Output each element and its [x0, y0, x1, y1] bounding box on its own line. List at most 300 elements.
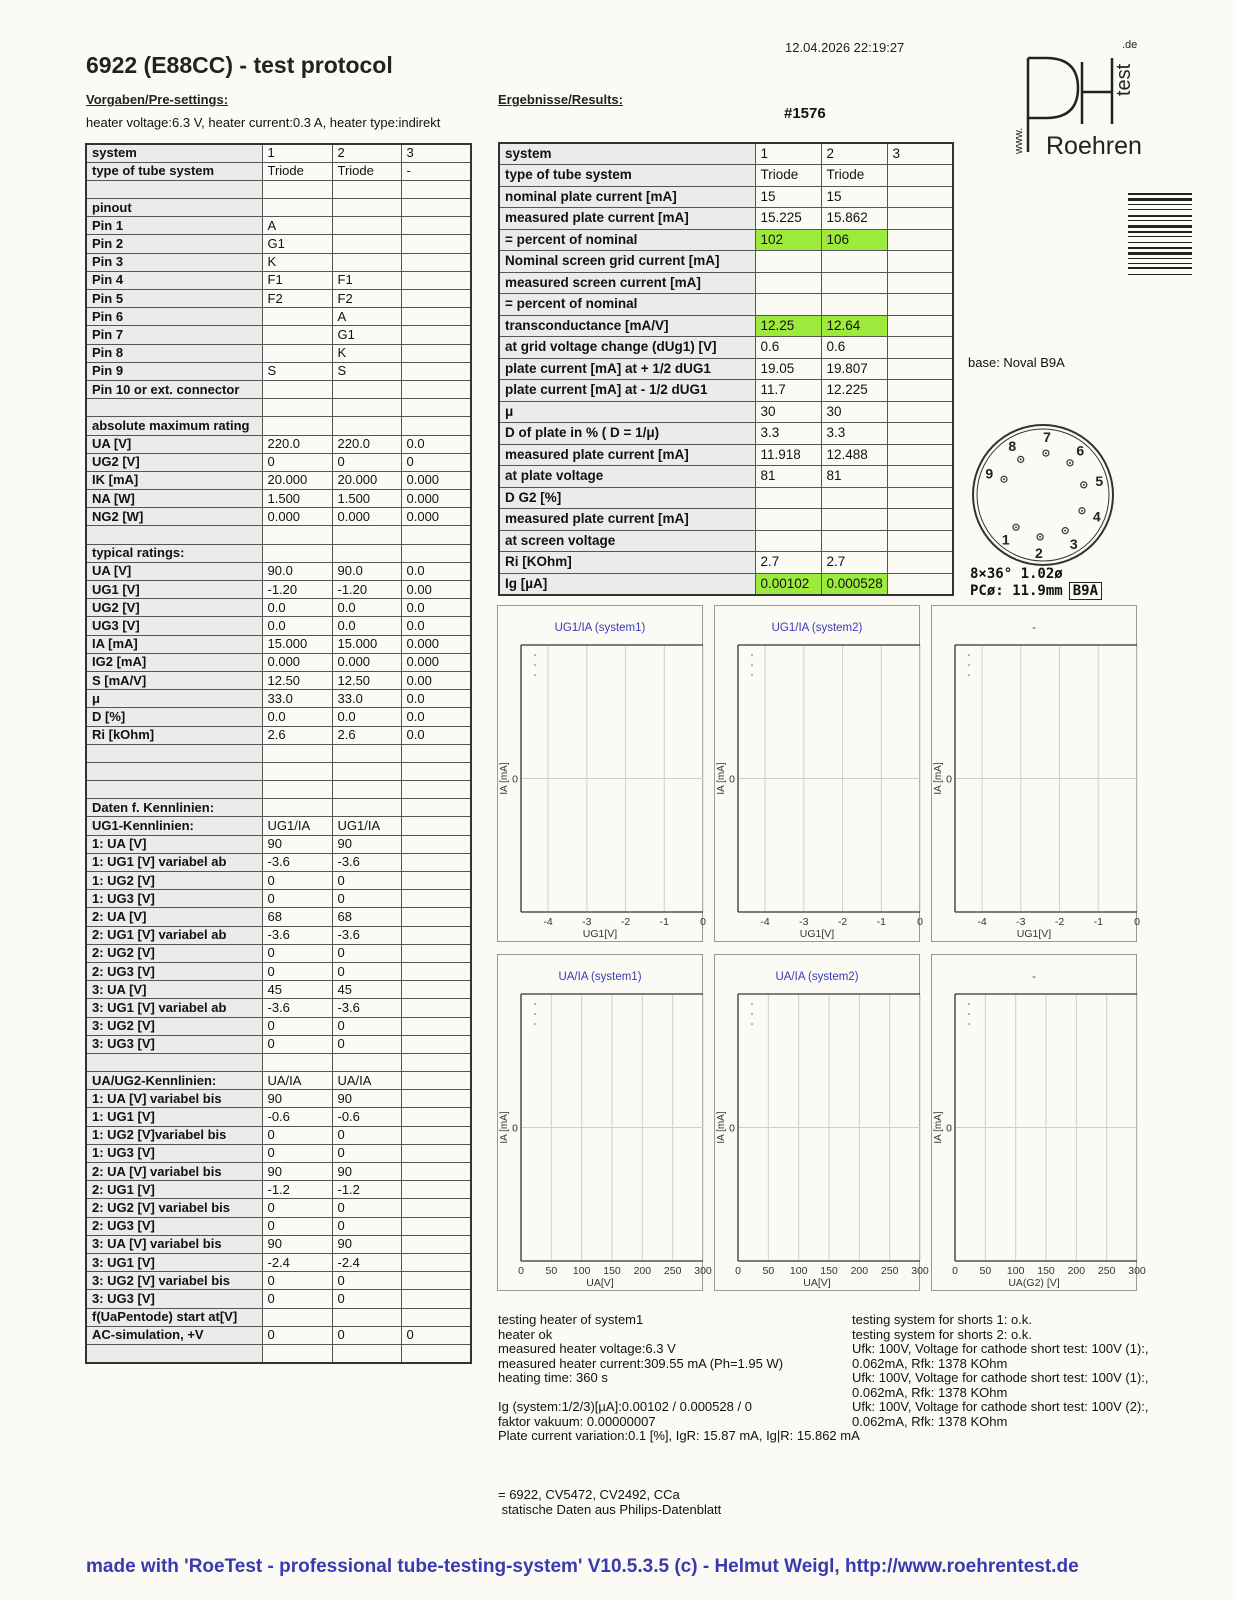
left_table-value-cell: - [401, 162, 471, 180]
page-title: 6922 (E88CC) - test protocol [86, 52, 393, 78]
left_table-value-cell: -3.6 [262, 999, 332, 1017]
left_table-row [86, 1072, 471, 1090]
results_table-value-cell: 15 [821, 186, 887, 208]
left_table-label-cell: 2: UG2 [V] variabel bis [86, 1199, 262, 1217]
left_table-value-cell: 0 [332, 1035, 401, 1053]
left_table-value-cell: 90 [262, 835, 332, 853]
left_table-value-cell: 0 [262, 944, 332, 962]
left_table-value-cell [401, 1308, 471, 1326]
left_table-label-cell: Pin 5 [86, 290, 262, 308]
chart-ua-ig2-ia-system3 [931, 954, 1146, 1291]
left_table-label-cell: μ [86, 690, 262, 708]
left_table-label-cell: 1: UG2 [V] [86, 872, 262, 890]
left_table-label-cell: 1: UG1 [V] [86, 1108, 262, 1126]
left_table-value-cell: F1 [262, 271, 332, 289]
left_table-value-cell [332, 235, 401, 253]
results_table-row [499, 487, 953, 509]
results_table-value-cell [887, 165, 953, 187]
left_table-label-cell: system [86, 144, 262, 162]
left_table-value-cell: 1 [262, 144, 332, 162]
left_table-value-cell [262, 380, 332, 398]
left_table-value-cell: 0.000 [262, 508, 332, 526]
barcode-bar [1128, 225, 1192, 228]
left_table-row [86, 999, 471, 1017]
timestamp: 12.04.2026 22:19:27 [785, 40, 905, 55]
results_table-value-cell: 12.25 [755, 315, 821, 337]
left_table-value-cell: 90 [332, 835, 401, 853]
left_table-row [86, 1326, 471, 1344]
base-info-line2: PCø: 11.9mm [970, 583, 1063, 599]
left_table-value-cell [332, 417, 401, 435]
left_table-label-cell: 3: UG1 [V] variabel ab [86, 999, 262, 1017]
results-table [498, 142, 954, 596]
serial-number: #1576 [784, 105, 826, 122]
left_table-label-cell: UG1 [V] [86, 581, 262, 599]
left_table-value-cell [401, 944, 471, 962]
roehrentest-logo [1006, 32, 1146, 162]
results_table-value-cell [821, 509, 887, 531]
left_table-label-cell: 2: UA [V] [86, 908, 262, 926]
left_table-row [86, 526, 471, 544]
left_table-value-cell: -0.6 [262, 1108, 332, 1126]
left_table-value-cell: 68 [262, 908, 332, 926]
chart-xlabel: UG1[V] [582, 928, 618, 940]
results_table-value-cell: 19.05 [755, 358, 821, 380]
chart-ug1-ia-system3 [931, 605, 1140, 942]
results_table-label-cell: plate current [mA] at - 1/2 dUG1 [499, 380, 755, 402]
results_table-value-cell [755, 530, 821, 552]
heater-test-notes [498, 1313, 860, 1444]
left_table-label-cell: f(UaPentode) start at[V] [86, 1308, 262, 1326]
results_table-label-cell: Ri [KOhm] [499, 552, 755, 574]
left_table-value-cell [401, 962, 471, 980]
results_table-value-cell: 11.918 [755, 444, 821, 466]
left_table-value-cell [401, 817, 471, 835]
results_table-value-cell: 102 [755, 229, 821, 251]
left_table-value-cell: -1.2 [332, 1181, 401, 1199]
left_table-value-cell: 15.000 [332, 635, 401, 653]
left_table-row [86, 981, 471, 999]
left_table-value-cell: 0.0 [332, 708, 401, 726]
chart-xtick-label: 300 [911, 1265, 929, 1277]
barcode-bar [1128, 204, 1192, 205]
chart-title: - [1032, 622, 1036, 634]
logo-www: www. [1013, 127, 1025, 154]
left_table-value-cell: 45 [332, 981, 401, 999]
left_table-value-cell [401, 744, 471, 762]
socket-pin-label: 1 [1001, 531, 1010, 548]
results_table-value-cell [887, 530, 953, 552]
left_table-value-cell: A [332, 308, 401, 326]
results_table-value-cell: 15.225 [755, 208, 821, 230]
results_table-value-cell [755, 294, 821, 316]
left_table-row [86, 1308, 471, 1326]
left_table-label-cell: S [mA/V] [86, 671, 262, 689]
left_table-value-cell: -2.4 [262, 1253, 332, 1271]
left_table-value-cell: 15.000 [262, 635, 332, 653]
left_table-label-cell: UG1-Kennlinien: [86, 817, 262, 835]
logo-brand: Roehren [1046, 132, 1142, 160]
left_table-value-cell [332, 199, 401, 217]
left_table-value-cell: 90 [332, 1163, 401, 1181]
chart-ua-ia-system2 [714, 954, 929, 1291]
left_table-label-cell: 2: UG3 [V] [86, 1217, 262, 1235]
note-line: 0.062mA, Rfk: 1378 KOhm [852, 1384, 1008, 1400]
socket-pin-label: 8 [1008, 437, 1017, 454]
results_table-value-cell: 30 [755, 401, 821, 423]
results_table-value-cell: 0.6 [821, 337, 887, 359]
left_table-row [86, 581, 471, 599]
chart-title: UA/IA (system2) [775, 971, 859, 983]
results_table-label-cell: measured screen current [mA] [499, 272, 755, 294]
left_table-row [86, 144, 471, 162]
left_table-value-cell [401, 1199, 471, 1217]
note-line: 0.062mA, Rfk: 1378 KOhm [852, 1413, 1008, 1429]
left_table-row [86, 235, 471, 253]
left_table-label-cell: 1: UA [V] variabel bis [86, 1090, 262, 1108]
results_table-row [499, 208, 953, 230]
left_table-value-cell [401, 799, 471, 817]
left_table-value-cell [401, 1253, 471, 1271]
left_table-label-cell: D [%] [86, 708, 262, 726]
base-code: B9A [1069, 582, 1102, 600]
results_table-label-cell: system [499, 143, 755, 165]
left_table-value-cell: 0 [262, 1035, 332, 1053]
results_table-label-cell: measured plate current [mA] [499, 208, 755, 230]
chart-xtick-label: -1 [876, 916, 886, 928]
chart-ytick-label: 0 [729, 1122, 735, 1135]
chart-title: - [1032, 971, 1036, 983]
results_table-value-cell [887, 380, 953, 402]
left_table-value-cell: 220.0 [262, 435, 332, 453]
left_table-label-cell: 2: UG1 [V] [86, 1181, 262, 1199]
left_table-label-cell: 3: UG3 [V] [86, 1035, 262, 1053]
chart-ylabel: IA [mA] [499, 762, 510, 795]
barcode-bar [1128, 252, 1192, 255]
left_table-value-cell: 90 [262, 1090, 332, 1108]
left_table-value-cell: -3.6 [262, 853, 332, 871]
left_table-row [86, 671, 471, 689]
left_table-value-cell [262, 744, 332, 762]
left_table-row [86, 380, 471, 398]
left_table-label-cell: 3: UG1 [V] [86, 1253, 262, 1271]
equivalents: = 6922, CV5472, CV2492, CCa [498, 1487, 680, 1502]
left_table-label-cell: Pin 8 [86, 344, 262, 362]
left_table-value-cell: 0 [262, 1126, 332, 1144]
left_table-value-cell [332, 762, 401, 780]
left_table-label-cell [86, 1053, 262, 1071]
left_table-label-cell [86, 762, 262, 780]
left_table-row [86, 1035, 471, 1053]
note-line: 0.062mA, Rfk: 1378 KOhm [852, 1355, 1008, 1371]
left_table-row [86, 435, 471, 453]
note-line: measured heater voltage:6.3 V [498, 1341, 676, 1356]
left_table-label-cell: 2: UG1 [V] variabel ab [86, 926, 262, 944]
left_table-value-cell: F2 [332, 290, 401, 308]
left_table-value-cell [401, 908, 471, 926]
results_table-row [499, 380, 953, 402]
left_table-value-cell: 0.0 [401, 599, 471, 617]
left_table-value-cell: 0 [401, 1326, 471, 1344]
chart-xtick-label: -2 [837, 916, 848, 928]
left_table-value-cell: Triode [332, 162, 401, 180]
left_table-value-cell: 0 [332, 1126, 401, 1144]
left_table-value-cell [401, 1126, 471, 1144]
left_table-value-cell: 3 [401, 144, 471, 162]
results_table-value-cell: 2.7 [755, 552, 821, 574]
chart-xlabel: UA[V] [803, 1277, 831, 1289]
left_table-row [86, 417, 471, 435]
left_table-row [86, 1163, 471, 1181]
left_table-row [86, 1199, 471, 1217]
barcode-bar [1128, 198, 1192, 201]
left_table-value-cell [401, 1108, 471, 1126]
chart-ylabel: IA [mA] [716, 762, 727, 795]
left_table-value-cell: 0 [332, 1272, 401, 1290]
results_table-value-cell: 0.6 [755, 337, 821, 359]
left_table-value-cell [332, 1308, 401, 1326]
chart-ytick-label: 0 [512, 1122, 518, 1135]
left_table-value-cell: 0 [332, 890, 401, 908]
left_table-value-cell: 0.0 [262, 599, 332, 617]
chart-xtick-label: 200 [1067, 1265, 1086, 1277]
left_table-label-cell: 1: UG3 [V] [86, 1144, 262, 1162]
left_table-value-cell: 0 [262, 890, 332, 908]
chart-xtick-label: -3 [582, 916, 592, 928]
left_table-label-cell: 3: UA [V] variabel bis [86, 1235, 262, 1253]
barcode-bar [1128, 247, 1192, 249]
results_table-label-cell: μ [499, 401, 755, 423]
left_table-value-cell [262, 180, 332, 198]
note-line: testing heater of system1 [498, 1312, 644, 1327]
left_table-value-cell [401, 872, 471, 890]
left_table-value-cell [332, 399, 401, 417]
left_table-value-cell [401, 781, 471, 799]
left_table-value-cell: UA/IA [262, 1072, 332, 1090]
note-line: measured heater current:309.55 mA (Ph=1.95 W) [498, 1355, 784, 1371]
chart-xtick-label: -3 [1016, 916, 1026, 928]
left_table-value-cell: 0 [332, 1017, 401, 1035]
left_table-value-cell: 0 [332, 1217, 401, 1235]
chart-xtick-label: 50 [545, 1265, 558, 1277]
left_table-value-cell: 0 [332, 453, 401, 471]
left_table-label-cell: typical ratings: [86, 544, 262, 562]
left_table-row [86, 453, 471, 471]
left_table-label-cell: UA/UG2-Kennlinien: [86, 1072, 262, 1090]
left_table-value-cell [332, 253, 401, 271]
left_table-value-cell: 0 [262, 1199, 332, 1217]
chart-xtick-label: 50 [762, 1265, 775, 1277]
left_table-value-cell [332, 526, 401, 544]
chart-ytick-label: 0 [729, 773, 735, 786]
left_table-value-cell [401, 271, 471, 289]
left_table-row [86, 781, 471, 799]
chart-xtick-label: 300 [1128, 1265, 1146, 1277]
left_table-value-cell: Triode [262, 162, 332, 180]
left_table-value-cell: 0.000 [401, 653, 471, 671]
left_table-value-cell [262, 799, 332, 817]
results_table-label-cell: = percent of nominal [499, 229, 755, 251]
left_table-value-cell [401, 235, 471, 253]
left_table-value-cell [401, 544, 471, 562]
left_table-value-cell [401, 362, 471, 380]
results_table-value-cell [887, 251, 953, 273]
left_table-value-cell [401, 526, 471, 544]
left_table-value-cell [332, 180, 401, 198]
results_table-value-cell: 12.488 [821, 444, 887, 466]
socket-pin-label: 9 [985, 465, 994, 482]
base-label: base: Noval B9A [968, 355, 1065, 370]
results_table-row [499, 143, 953, 165]
left_table-row [86, 1017, 471, 1035]
results_table-value-cell [821, 530, 887, 552]
results_table-label-cell: Nominal screen grid current [mA] [499, 251, 755, 273]
left_table-label-cell: absolute maximum rating [86, 417, 262, 435]
left_table-row [86, 599, 471, 617]
results_table-label-cell: D G2 [%] [499, 487, 755, 509]
results_table-value-cell [887, 466, 953, 488]
left_table-value-cell: 0 [401, 453, 471, 471]
results_table-label-cell: at plate voltage [499, 466, 755, 488]
left_table-value-cell [401, 999, 471, 1017]
left_table-value-cell [401, 326, 471, 344]
chart-xtick-label: 0 [952, 1265, 958, 1277]
left_table-row [86, 180, 471, 198]
results_table-value-cell [887, 401, 953, 423]
left_table-value-cell: 33.0 [332, 690, 401, 708]
results_table-value-cell [887, 229, 953, 251]
left_table-row [86, 817, 471, 835]
left_table-value-cell: 20.000 [332, 471, 401, 489]
left_table-value-cell [262, 199, 332, 217]
results_table-row [499, 444, 953, 466]
barcode-bar [1128, 209, 1192, 210]
left_table-row [86, 944, 471, 962]
chart-xlabel: UA(G2) [V] [1008, 1277, 1060, 1289]
chart-xtick-label: 150 [603, 1265, 621, 1277]
results_table-value-cell [887, 423, 953, 445]
left_table-value-cell [401, 835, 471, 853]
left_table-row [86, 399, 471, 417]
left_table-value-cell [401, 1072, 471, 1090]
left_table-label-cell: 3: UA [V] [86, 981, 262, 999]
note-line: Ufk: 100V, Voltage for cathode short test: 100V (1):, [852, 1370, 1149, 1385]
chart-ytick-label: 0 [946, 773, 952, 786]
results_table-value-cell [821, 487, 887, 509]
left_table-label-cell: 2: UG2 [V] [86, 944, 262, 962]
left_table-value-cell [401, 253, 471, 271]
left_table-row [86, 1126, 471, 1144]
chart-xtick-label: 150 [1037, 1265, 1055, 1277]
results_table-row [499, 509, 953, 531]
results_table-value-cell: 81 [755, 466, 821, 488]
left_table-row [86, 290, 471, 308]
results_table-value-cell: 1 [755, 143, 821, 165]
left_table-value-cell: S [332, 362, 401, 380]
chart-ylabel: IA [mA] [933, 1111, 944, 1144]
chart-xtick-label: 250 [663, 1265, 682, 1277]
left_table-label-cell [86, 399, 262, 417]
socket-pin-label: 3 [1069, 536, 1078, 553]
left_table-label-cell: NG2 [W] [86, 508, 262, 526]
left_table-value-cell: 0.000 [401, 471, 471, 489]
results_table-value-cell [887, 272, 953, 294]
left_table-value-cell: 0 [262, 1290, 332, 1308]
left_table-row [86, 1235, 471, 1253]
left_table-label-cell: 1: UG3 [V] [86, 890, 262, 908]
left_table-value-cell [332, 544, 401, 562]
datasheet-note: statische Daten aus Philips-Datenblatt [498, 1502, 722, 1517]
left_table-value-cell: 2.6 [262, 726, 332, 744]
left_table-value-cell: 0 [332, 1290, 401, 1308]
left_table-value-cell: 0.0 [332, 599, 401, 617]
left_table-label-cell: Pin 4 [86, 271, 262, 289]
results_table-value-cell [821, 251, 887, 273]
results_table-value-cell: 19.807 [821, 358, 887, 380]
results_table-value-cell [755, 487, 821, 509]
left_table-row [86, 617, 471, 635]
results_table-value-cell: 2 [821, 143, 887, 165]
barcode-bar [1128, 263, 1192, 264]
left_table-label-cell: 3: UG2 [V] [86, 1017, 262, 1035]
results_table-value-cell [821, 272, 887, 294]
left_table-value-cell: 0 [332, 944, 401, 962]
chart-xtick-label: 0 [735, 1265, 741, 1277]
results_table-label-cell: transconductance [mA/V] [499, 315, 755, 337]
results_table-row [499, 423, 953, 445]
left_table-row [86, 1217, 471, 1235]
left_table-label-cell: type of tube system [86, 162, 262, 180]
left_table-value-cell: -1.20 [332, 581, 401, 599]
left_table-row [86, 835, 471, 853]
left_table-value-cell: -3.6 [332, 926, 401, 944]
chart-xtick-label: 100 [572, 1265, 591, 1277]
left_table-value-cell [401, 1272, 471, 1290]
left_table-value-cell [262, 399, 332, 417]
results_table-label-cell: D of plate in % ( D = 1/μ) [499, 423, 755, 445]
results_table-row [499, 466, 953, 488]
left_table-value-cell [401, 399, 471, 417]
left_table-row [86, 1053, 471, 1071]
results_table-row [499, 251, 953, 273]
left_table-value-cell [332, 380, 401, 398]
chart-ylabel: IA [mA] [716, 1111, 727, 1144]
results_table-value-cell: 0.000528 [821, 573, 887, 595]
note-line [498, 1386, 860, 1401]
left_table-value-cell [401, 180, 471, 198]
left_table-value-cell [401, 1090, 471, 1108]
chart-xtick-label: 250 [1097, 1265, 1116, 1277]
left_table-value-cell: 0.00 [401, 581, 471, 599]
chart-xtick-label: 100 [789, 1265, 808, 1277]
results_table-value-cell [887, 208, 953, 230]
left_table-value-cell [332, 744, 401, 762]
results_table-row [499, 272, 953, 294]
left_table-value-cell: -1.20 [262, 581, 332, 599]
left_table-label-cell: AC-simulation, +V [86, 1326, 262, 1344]
left_table-label-cell: UA [V] [86, 562, 262, 580]
left_table-label-cell: 2: UA [V] variabel bis [86, 1163, 262, 1181]
results_table-value-cell [887, 444, 953, 466]
left_table-value-cell: 1.500 [332, 490, 401, 508]
left_table-value-cell: 1.500 [262, 490, 332, 508]
left_table-value-cell [401, 1053, 471, 1071]
results_table-label-cell: measured plate current [mA] [499, 444, 755, 466]
left_table-row [86, 890, 471, 908]
results_table-value-cell: Triode [821, 165, 887, 187]
left_table-value-cell [401, 1217, 471, 1235]
presettings-table [85, 143, 472, 1364]
